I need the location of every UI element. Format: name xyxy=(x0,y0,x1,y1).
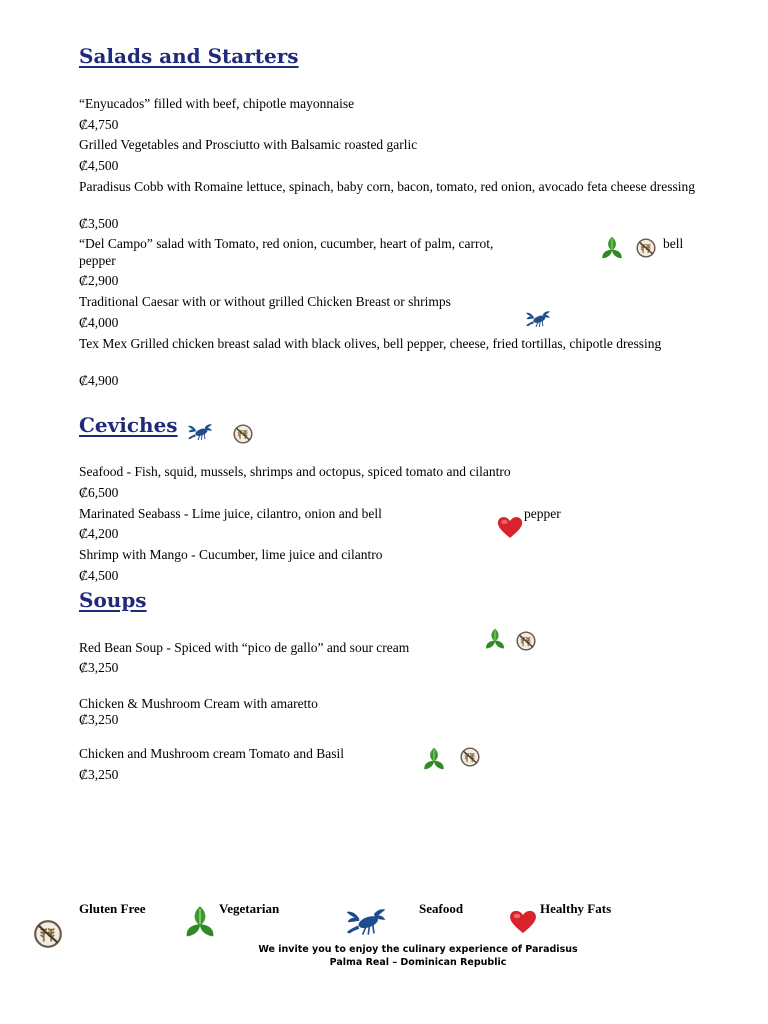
menu-item-price: ₡3,250 xyxy=(79,660,119,675)
vegetarian-icon xyxy=(483,627,507,651)
menu-item-price: ₡4,900 xyxy=(79,373,119,388)
salads-heading: Salads and Starters xyxy=(79,44,299,68)
seafood-icon xyxy=(524,308,552,329)
seafood-icon xyxy=(186,421,214,442)
ceviches-heading: Ceviches xyxy=(79,413,178,437)
menu-item-name: Traditional Caesar with or without grilled Chicken Breast or shrimps xyxy=(79,294,451,309)
vegetarian-icon xyxy=(182,902,218,942)
menu-item-price: ₡6,500 xyxy=(79,485,119,500)
menu-item-name: pepper xyxy=(524,506,561,521)
menu-item-name: Paradisus Cobb with Romaine lettuce, spinach, baby corn, bacon, tomato, red onion, avocado feta cheese dressing xyxy=(79,179,695,194)
menu-item-name: Chicken and Mushroom cream Tomato and Basil xyxy=(79,746,345,761)
legend-gluten-free-label: Gluten Free xyxy=(79,901,146,916)
soups-heading: Soups xyxy=(79,588,147,612)
gluten-free-icon xyxy=(232,423,254,445)
menu-item-price: ₡4,500 xyxy=(79,568,119,583)
menu-item-price: ₡4,750 xyxy=(79,117,119,132)
gluten-free-icon xyxy=(459,746,481,768)
menu-item-name: bell xyxy=(663,236,684,251)
menu-item-name: Red Bean Soup - Spiced with “pico de gallo” and sour cream xyxy=(79,640,410,655)
healthy-fats-icon xyxy=(497,516,523,539)
menu-item-name: pepper xyxy=(79,253,116,268)
gluten-free-icon xyxy=(32,918,64,950)
legend-healthy-fats-label: Healthy Fats xyxy=(540,901,612,916)
footer-line-2: Palma Real – Dominican Republic xyxy=(329,957,507,968)
menu-item-price: ₡4,000 xyxy=(79,315,119,330)
legend-seafood-label: Seafood xyxy=(419,901,464,916)
healthy-fats-icon xyxy=(509,910,537,934)
footer-line-1: We invite you to enjoy the culinary experience of Paradisus xyxy=(258,944,578,955)
menu-item-price: ₡3,250 xyxy=(79,712,119,727)
menu-item-name: Marinated Seabass - Lime juice, cilantro, onion and bell xyxy=(79,506,382,521)
menu-item-name: Shrimp with Mango - Cucumber, lime juice and cilantro xyxy=(79,547,383,562)
menu-item-name: “Del Campo” salad with Tomato, red onion, cucumber, heart of palm, carrot, xyxy=(79,236,494,251)
vegetarian-icon xyxy=(421,746,447,772)
gluten-free-icon xyxy=(635,237,657,259)
menu-item-price: ₡2,900 xyxy=(79,273,119,288)
legend-vegetarian-label: Vegetarian xyxy=(219,901,280,916)
footer-invitation xyxy=(218,943,618,969)
menu-item-name: “Enyucados” filled with beef, chipotle mayonnaise xyxy=(79,96,355,111)
menu-item-price: ₡3,250 xyxy=(79,767,119,782)
menu-item-name: Seafood - Fish, squid, mussels, shrimps and octopus, spiced tomato and cilantro xyxy=(79,464,511,479)
menu-item-name: Tex Mex Grilled chicken breast salad with black olives, bell pepper, cheese, fried tortillas, chipotle dressing xyxy=(79,336,662,351)
seafood-icon xyxy=(343,904,389,938)
menu-item-price: ₡3,500 xyxy=(79,216,119,231)
vegetarian-icon xyxy=(599,235,625,261)
gluten-free-icon xyxy=(515,630,537,652)
menu-item-price: ₡4,200 xyxy=(79,526,119,541)
menu-item-name: Grilled Vegetables and Prosciutto with Balsamic roasted garlic xyxy=(79,137,418,152)
menu-item-price: ₡4,500 xyxy=(79,158,119,173)
menu-item-name: Chicken & Mushroom Cream with amaretto xyxy=(79,696,318,711)
